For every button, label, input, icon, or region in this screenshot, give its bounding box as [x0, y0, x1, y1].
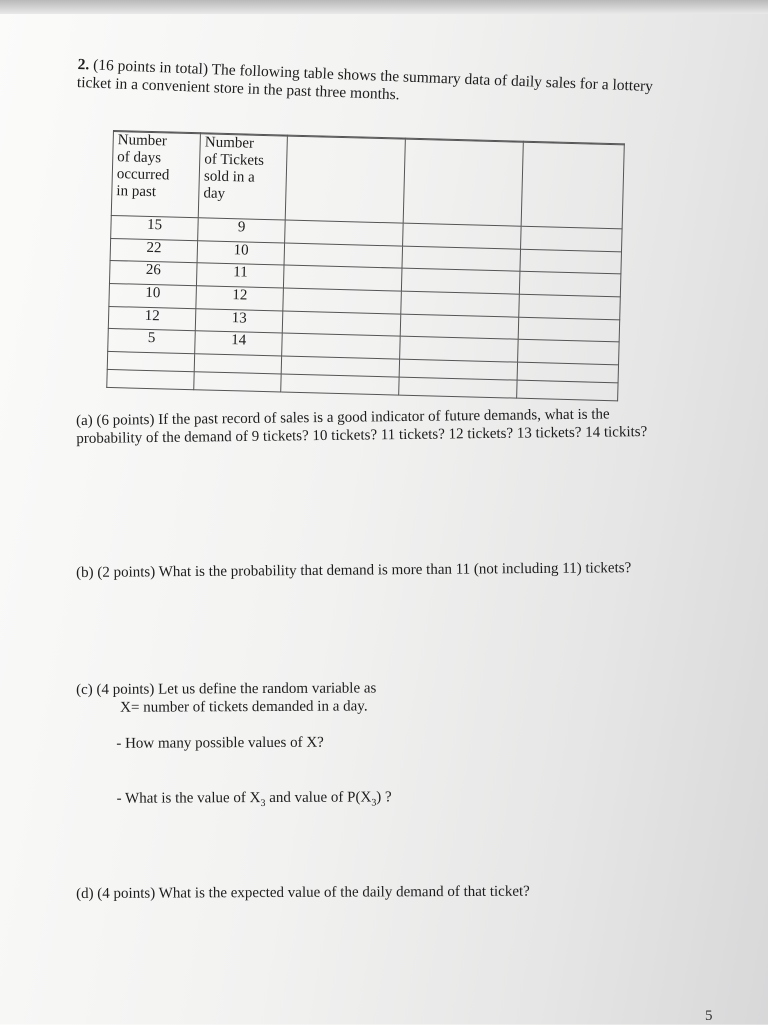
question-intro-text: (16 points in total) The following table shows the summary data of daily sales for a lottery ticket in a convenient store in the past three months.: [76, 56, 654, 104]
tickets-cell: 12: [196, 286, 284, 311]
days-cell: 26: [109, 261, 197, 286]
question-2-header: [77, 56, 658, 114]
question-b: (b) (2 points) What is the probability that demand is more than 11 (not including 11) tickets?: [76, 560, 632, 581]
sales-summary-table: [106, 130, 625, 401]
question-c-sub1: - How many possible values of X?: [116, 734, 324, 752]
tickets-cell: 14: [195, 331, 283, 356]
tickets-cell: 10: [197, 241, 285, 266]
header-days-occurred: Number of days occurred in past: [111, 132, 200, 218]
page-number: 5: [705, 1008, 713, 1024]
sales-table-wrapper: [106, 130, 629, 405]
question-c-line1: (c) (4 points) Let us define the random variable as: [76, 680, 377, 698]
days-cell: 15: [111, 216, 199, 241]
question-d: (d) (4 points) What is the expected value of the daily demand of that ticket?: [76, 883, 530, 902]
tickets-cell: 9: [198, 218, 286, 243]
table-header-row: [111, 132, 624, 229]
question-c-line2: X= number of tickets demanded in a day.: [120, 698, 368, 716]
tickets-cell: 13: [195, 308, 283, 333]
days-cell: 22: [110, 238, 198, 263]
question-c-sub2: - What is the value of $X_3$ and value of $P(X_3)$ ?: [116, 789, 392, 810]
question-c: [76, 678, 637, 814]
tickets-cell: 11: [197, 263, 285, 288]
question-number: 2.: [77, 56, 90, 74]
days-cell: 10: [109, 284, 197, 309]
days-cell: 12: [108, 306, 196, 331]
question-a: (a) (6 points) If the past record of sales is a good indicator of future demands, what is the probability of the demand of 9 tickets? 10 tickets? 11 tickets? 12 tickets? 13 tickets? 14 tickits?: [76, 406, 648, 447]
days-cell: 5: [108, 329, 196, 354]
header-tickets-sold: Number of Tickets sold in a day: [198, 134, 287, 220]
